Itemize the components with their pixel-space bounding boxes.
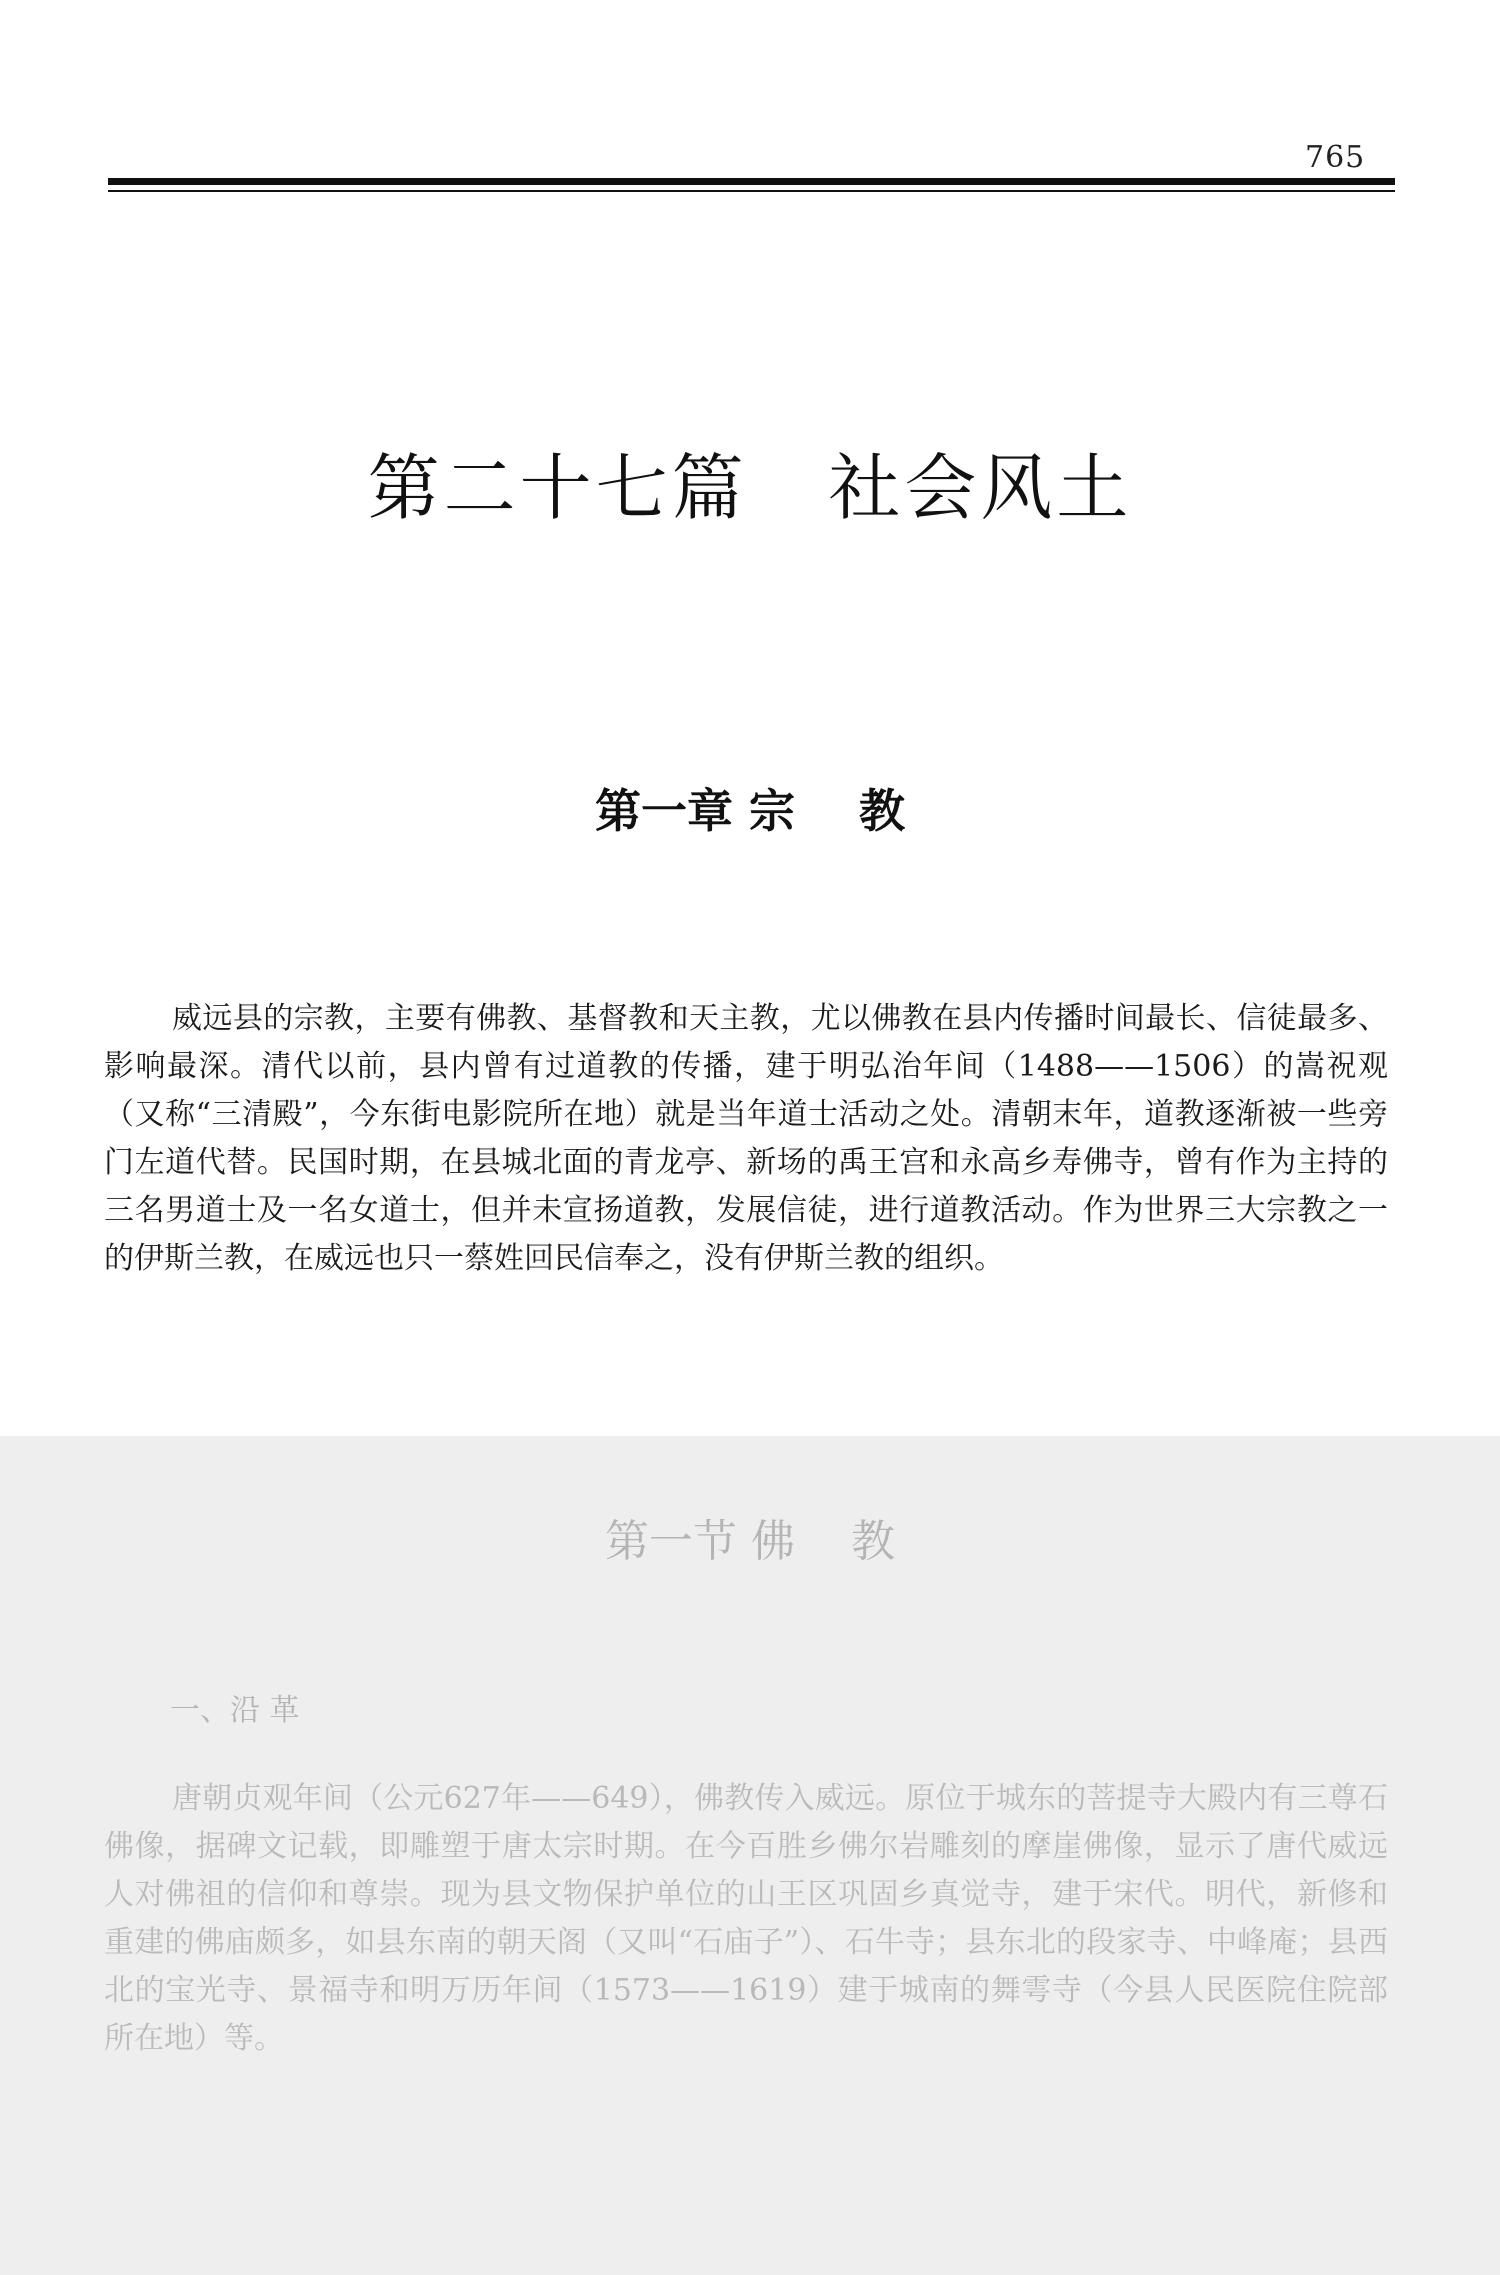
part-title: 第二十七篇 社会风土 bbox=[367, 446, 1133, 530]
header-rule-thick bbox=[108, 178, 1395, 185]
chapter-title: 第一章 宗 教 bbox=[594, 784, 906, 838]
page-number: 765 bbox=[1305, 140, 1366, 175]
section-title: 第一节 佛 教 bbox=[605, 1516, 895, 1567]
subsection-title: 一、沿 革 bbox=[170, 1693, 300, 1728]
intro-paragraph: 威远县的宗教，主要有佛教、基督教和天主教，尤以佛教在县内传播时间最长、信徒最多、影响最深。清代以前，县内曾有过道教的传播，建于明弘治年间（1488——1506）的嵩祝观（又称“三清殿”，今东街电影院所在地）就是当年道士活动之处。清朝末年，道教逐渐被一些旁门左道代替。民国时期，在县城北面的青龙亭、新场的禹王宫和永高乡寿佛寺，曾有作为主持的三名男道士及一名女道士，但并未宣扬道教，发展信徒，进行道教活动。作为世界三大宗教之一的伊斯兰教，在威远也只一蔡姓回民信奉之，没有伊斯兰教的组织。 bbox=[104, 1001, 1388, 1276]
header-rule-thin bbox=[108, 190, 1395, 192]
section-paragraph: 唐朝贞观年间（公元627年——649），佛教传入威远。原位于城东的菩提寺大殿内有三尊石佛像，据碑文记载，即雕塑于唐太宗时期。在今百胜乡佛尔岩雕刻的摩崖佛像，显示了唐代威远人对佛祖的信仰和尊崇。现为县文物保护单位的山王区巩固乡真觉寺，建于宋代。明代，新修和重建的佛庙颇多，如县东南的朝天阁（又叫“石庙子”）、石牛寺；县东北的段家寺、中峰庵；县西北的宝光寺、景福寺和明万历年间（1573——1619）建于城南的舞雩寺（今县人民医院住院部所在地）等。 bbox=[104, 1781, 1388, 2056]
